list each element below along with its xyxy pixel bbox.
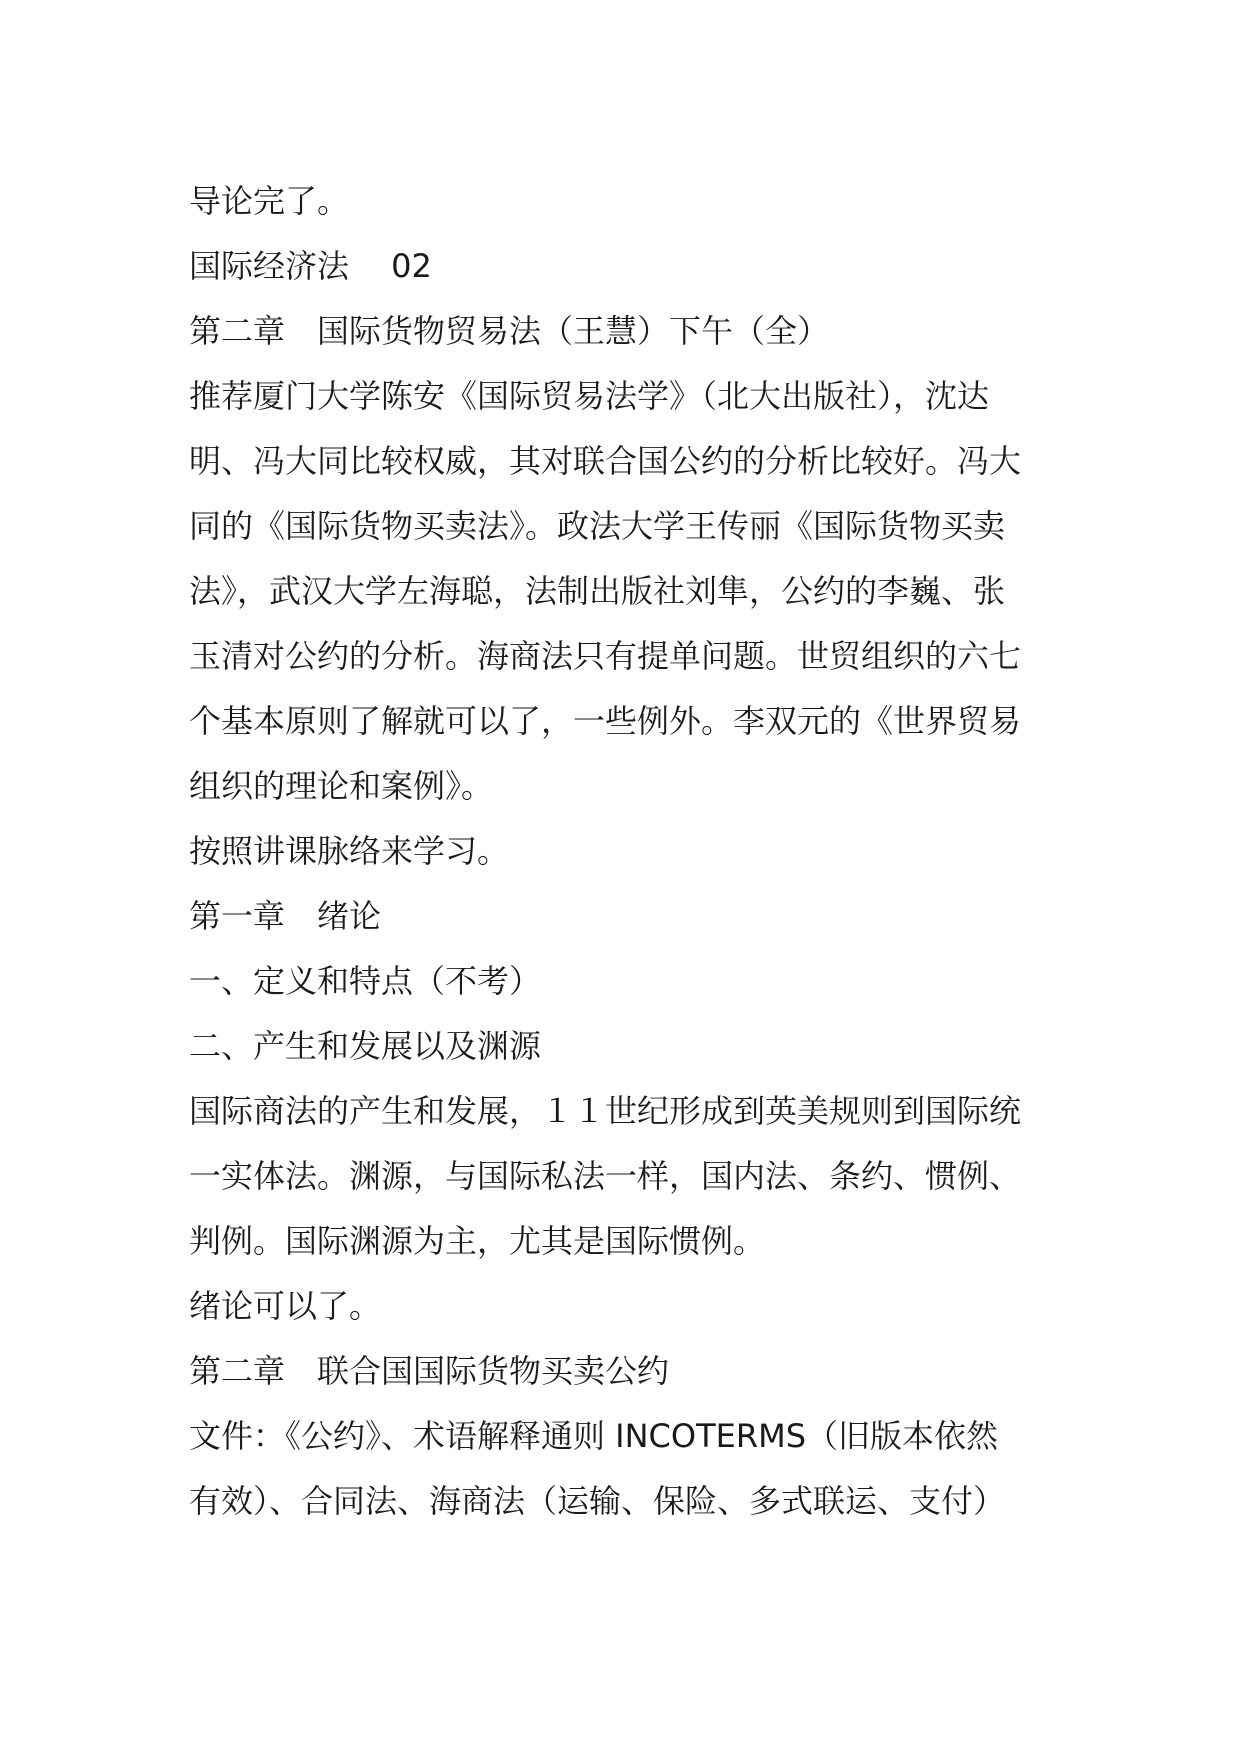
- text-line-intro-end: 导论完了。: [189, 182, 350, 220]
- text-line-chapter-heading: 第一章 绪论: [189, 897, 382, 935]
- text-line-paragraph: 明、冯大同比较权威，其对联合国公约的分析比较好。冯大: [189, 442, 1022, 480]
- text-line-paragraph: 按照讲课脉络来学习。: [189, 832, 510, 870]
- text-line-paragraph: 推荐厦门大学陈安《国际贸易法学》（北大出版社），沈达: [189, 377, 990, 415]
- text-line-paragraph: 绪论可以了。: [189, 1287, 382, 1325]
- text-line-paragraph: 有效）、合同法、海商法（运输、保险、多式联运、支付）: [189, 1482, 1006, 1520]
- text-line-section-heading: 一、定义和特点（不考）: [189, 962, 542, 1000]
- text-line-paragraph: 法》，武汉大学左海聪，法制出版社刘隼，公约的李巍、张: [189, 572, 1006, 610]
- text-line-paragraph: 同的《国际货物买卖法》。政法大学王传丽《国际货物买卖: [189, 507, 1006, 545]
- text-line-paragraph: 组织的理论和案例》。: [189, 767, 494, 805]
- text-line-course-title: 国际经济法 02: [189, 247, 432, 285]
- text-line-section-heading: 二、产生和发展以及渊源: [189, 1027, 542, 1065]
- document-body: [189, 169, 1059, 1534]
- text-line-paragraph: 文件：《公约》、术语解释通则 INCOTERMS（旧版本依然: [189, 1417, 999, 1455]
- text-line-paragraph: 国际商法的产生和发展，１１世纪形成到英美规则到国际统: [189, 1092, 1022, 1130]
- text-line-paragraph: 玉清对公约的分析。海商法只有提单问题。世贸组织的六七: [189, 637, 1022, 675]
- text-line-paragraph: 一实体法。渊源，与国际私法一样，国内法、条约、惯例、: [189, 1157, 1022, 1195]
- text-line-paragraph: 判例。国际渊源为主，尤其是国际惯例。: [189, 1222, 766, 1260]
- text-line-paragraph: 个基本原则了解就可以了，一些例外。李双元的《世界贸易: [189, 702, 1022, 740]
- text-line-chapter-heading: 第二章 国际货物贸易法（王慧）下午（全）: [189, 312, 830, 350]
- text-line-chapter-heading: 第二章 联合国国际货物买卖公约: [189, 1352, 670, 1390]
